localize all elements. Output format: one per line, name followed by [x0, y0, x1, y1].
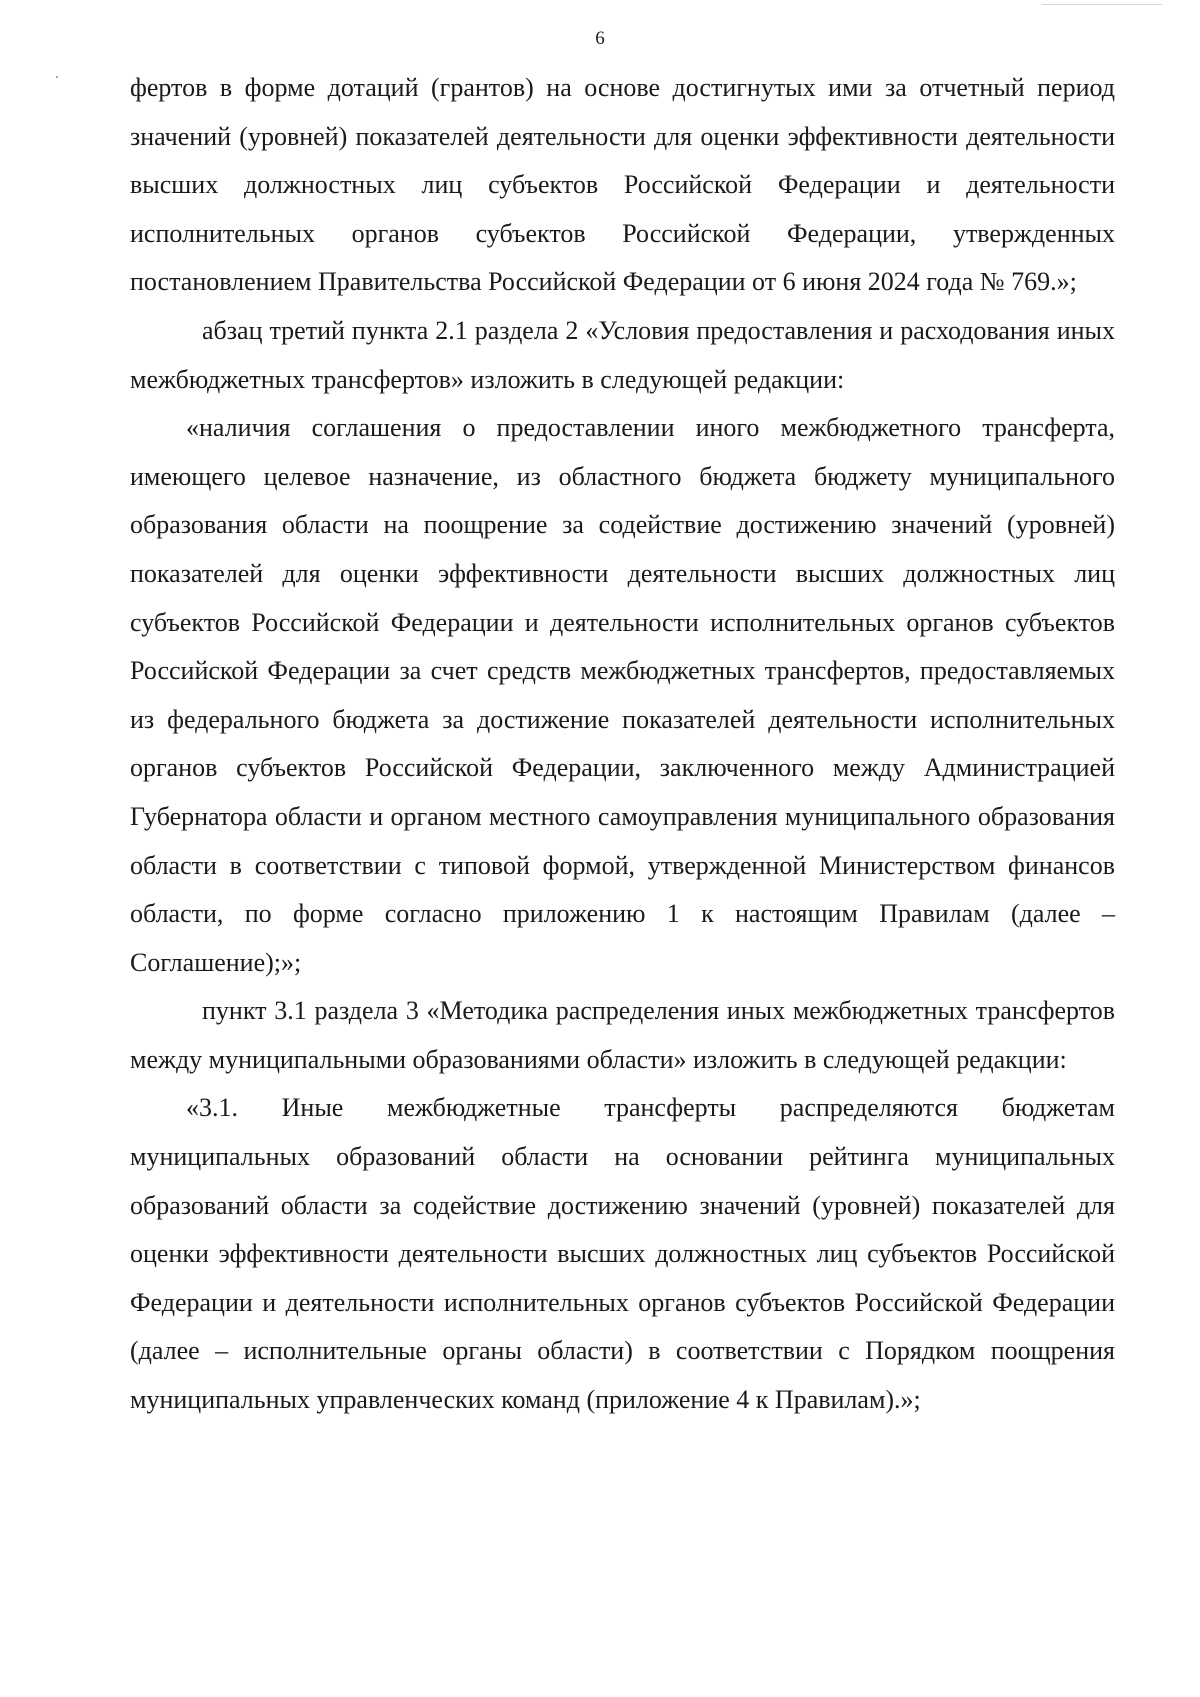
- scan-edge-mark: [1042, 0, 1162, 5]
- paragraph-quoted-agreement: «наличия соглашения о предоставлении иного межбюджетного трансферта, имеющего целевое назначение, из областного бюджета бюджету муниципального образования области на поощрение за содействие достижению значений (уровней) показателей для оценки эффективности деятельности высших должностных лиц субъектов Российской Федерации и деятельности исполнительных органов субъектов Российской Федерации за счет средств межбюджетных трансфертов, предоставляемых из федерального бюджета за достижение показателей деятельности исполнительных органов субъектов Российской Федерации, заключенного между Администрацией Губернатора области и органом местного самоуправления муниципального образования области в соответствии с типовой формой, утвержденной Министерством финансов области, по форме согласно приложению 1 к настоящим Правилам (далее – Соглашение);»;: [130, 413, 1115, 977]
- paragraph-continuation: фертов в форме дотаций (грантов) на основе достигнутых ими за отчетный период значений (уровней) показателей деятельности для оценки эффективности деятельности высших должностных лиц субъектов Российской Федерации и деятельности исполнительных органов субъектов Российской Федерации, утвержденных постановлением Правительства Российской Федерации от 6 июня 2024 года № 769.»;: [130, 73, 1115, 297]
- paragraph-amendment-3-1: пункт 3.1 раздела 3 «Методика распределения иных межбюджетных трансфертов между муниципальными образованиями области» изложить в следующей редакции:: [130, 996, 1115, 1074]
- paragraph-quoted-3-1: «3.1. Иные межбюджетные трансферты распределяются бюджетам муниципальных образований области на основании рейтинга муниципальных образований области за содействие достижению значений (уровней) показателей для оценки эффективности деятельности высших должностных лиц субъектов Российской Федерации и деятельности исполнительных органов субъектов Российской Федерации (далее – исполнительные органы области) в соответствии с Порядком поощрения муниципальных управленческих команд (приложение 4 к Правилам).»;: [130, 1093, 1115, 1415]
- document-body: [130, 64, 1115, 1425]
- paragraph-amendment-2-1: абзац третий пункта 2.1 раздела 2 «Условия предоставления и расходования иных межбюджетных трансфертов» изложить в следующей редакции:: [130, 315, 1115, 394]
- page-number: 6: [595, 28, 605, 49]
- scan-speck: [56, 76, 58, 78]
